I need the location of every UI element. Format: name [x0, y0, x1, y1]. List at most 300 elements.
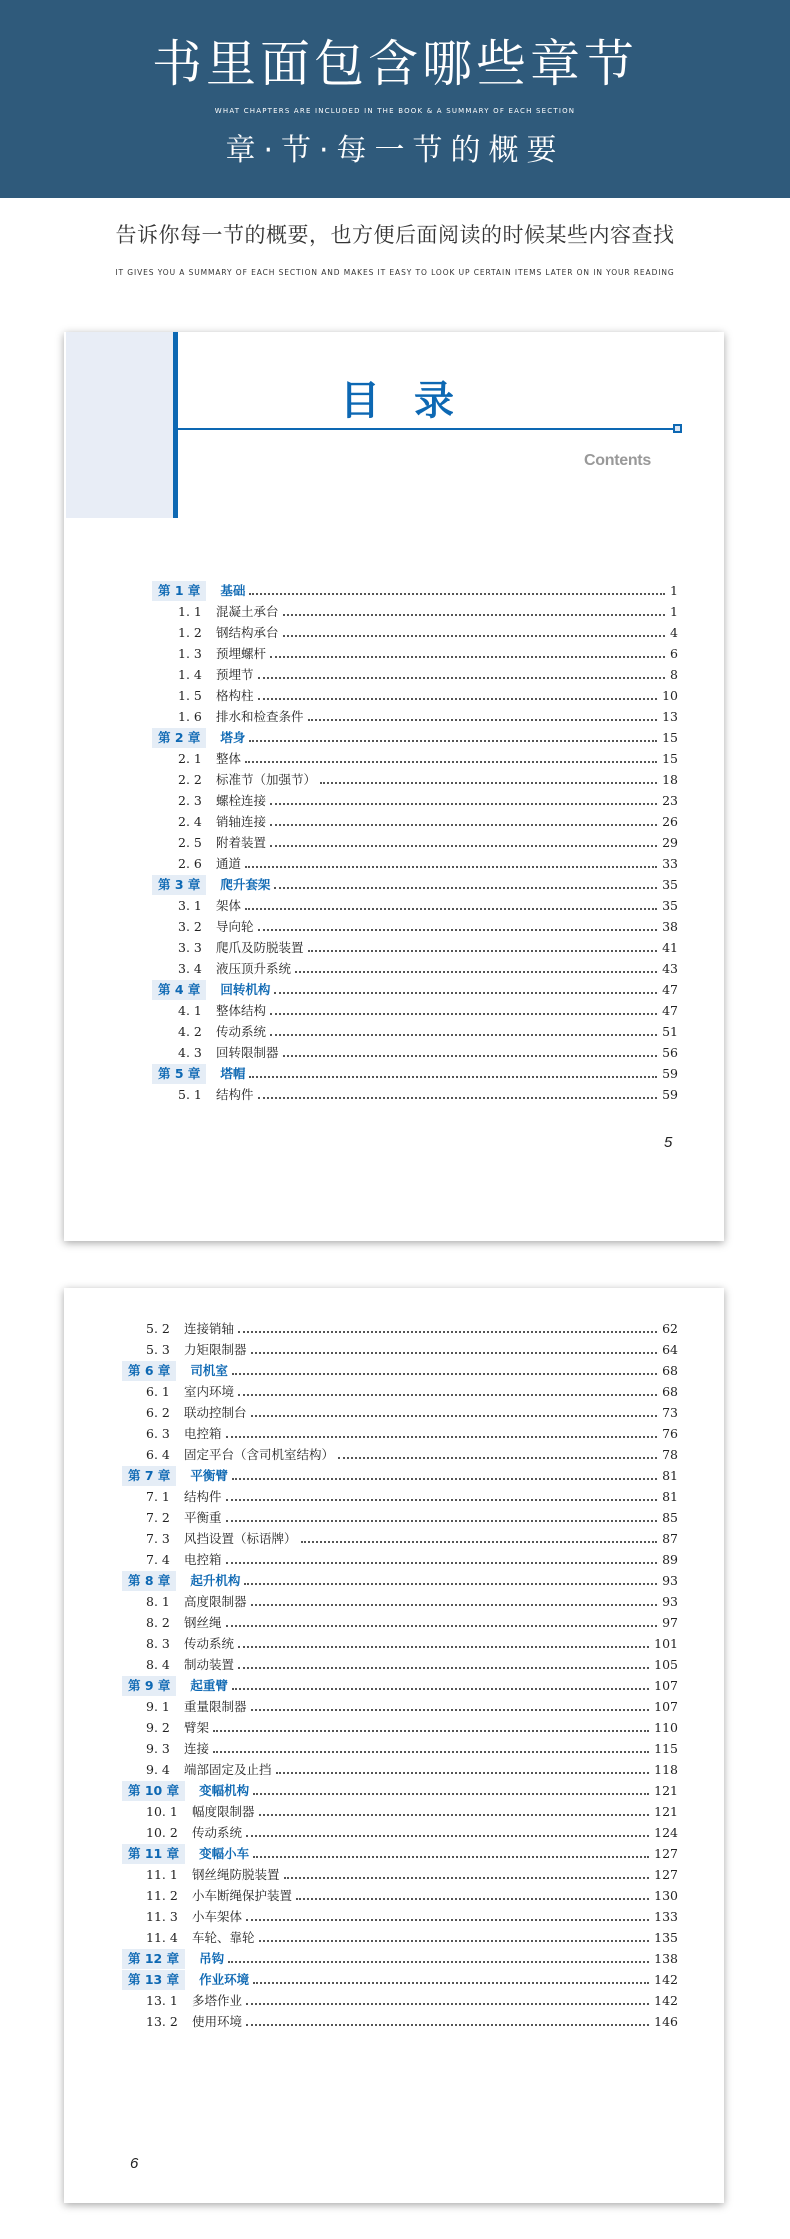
section-title: 销轴连接 — [216, 814, 267, 829]
section-number: 5. 2 — [146, 1321, 170, 1336]
section-title: 传动系统 — [192, 1825, 243, 1840]
entry-page-number: 10 — [659, 685, 678, 706]
entry-page-number: 1 — [667, 580, 678, 601]
dot-leader — [238, 1627, 649, 1648]
section-number: 9. 3 — [146, 1741, 170, 1756]
section-title: 混凝土承台 — [216, 604, 279, 619]
section-title: 结构件 — [216, 1087, 254, 1102]
entry-label — [146, 1444, 336, 1465]
chapter-number: 第 6 章 — [122, 1361, 176, 1381]
section-number: 4. 3 — [178, 1045, 202, 1060]
entry-label — [146, 1318, 236, 1339]
entry-label — [122, 1360, 230, 1381]
toc-list — [152, 580, 678, 1105]
entry-page-number: 110 — [651, 1717, 678, 1738]
entry-label — [178, 958, 293, 979]
entry-label — [146, 1801, 257, 1822]
chapter-number: 第 8 章 — [122, 1571, 176, 1591]
section-title: 液压顶升系统 — [216, 961, 292, 976]
dot-leader — [338, 1438, 657, 1459]
entry-page-number: 78 — [659, 1444, 678, 1465]
section-title: 架体 — [216, 898, 242, 913]
entry-label — [178, 1000, 268, 1021]
section-title: 预埋螺杆 — [216, 646, 267, 661]
dot-leader — [246, 1816, 649, 1837]
entry-page-number: 51 — [659, 1021, 678, 1042]
section-number: 6. 3 — [146, 1426, 170, 1441]
entry-label — [178, 706, 306, 727]
section-title: 端部固定及止挡 — [184, 1762, 272, 1777]
dot-leader — [270, 784, 657, 805]
entry-page-number: 1 — [667, 601, 678, 622]
section-number: 2. 5 — [178, 835, 202, 850]
entry-label — [152, 1063, 247, 1084]
section-title: 小车架体 — [192, 1909, 243, 1924]
section-title: 电控箱 — [184, 1552, 222, 1567]
dot-leader — [283, 616, 666, 637]
section-number: 7. 1 — [146, 1489, 170, 1504]
chapter-number: 第 7 章 — [122, 1466, 176, 1486]
chapter-number: 第 12 章 — [122, 1949, 185, 1969]
entry-page-number: 68 — [659, 1381, 678, 1402]
toc-page-1 — [64, 332, 724, 1241]
header-banner — [0, 0, 790, 198]
entry-page-number: 59 — [659, 1084, 678, 1105]
chapter-number: 第 2 章 — [152, 728, 206, 748]
entry-page-number: 138 — [651, 1948, 678, 1969]
entry-page-number: 93 — [659, 1570, 678, 1591]
entry-page-number: 89 — [659, 1549, 678, 1570]
entry-label — [122, 1465, 230, 1486]
dot-leader — [296, 1879, 649, 1900]
section-title: 钢丝绳防脱装置 — [192, 1867, 280, 1882]
chapter-title: 变幅小车 — [199, 1846, 250, 1861]
section-title: 整体结构 — [216, 1003, 267, 1018]
dot-leader — [274, 868, 657, 889]
entry-label — [152, 874, 272, 895]
entry-page-number: 105 — [651, 1654, 678, 1675]
dot-leader — [253, 1963, 649, 1984]
section-title: 力矩限制器 — [184, 1342, 247, 1357]
dot-leader — [213, 1711, 649, 1732]
dot-leader — [301, 1522, 658, 1543]
entry-label — [146, 1990, 244, 2011]
section-number: 2. 4 — [178, 814, 202, 829]
section-number: 1. 4 — [178, 667, 202, 682]
dot-leader — [251, 1333, 658, 1354]
entry-label — [152, 580, 247, 601]
dot-leader — [308, 931, 658, 952]
intro-text-en: IT GIVES YOU A SUMMARY OF EACH SECTION AND MAKES IT EASY TO LOOK UP CERTAIN ITEMS LATER ON IN YOUR READING — [115, 268, 675, 277]
entry-label — [178, 853, 243, 874]
dot-leader — [246, 2005, 649, 2026]
entry-label — [146, 1738, 211, 1759]
entry-label — [146, 1381, 236, 1402]
section-number: 9. 2 — [146, 1720, 170, 1735]
entry-page-number: 121 — [651, 1780, 678, 1801]
section-title: 爬爪及防脱装置 — [216, 940, 304, 955]
section-title: 连接销轴 — [184, 1321, 235, 1336]
entry-label — [146, 1633, 236, 1654]
dot-leader — [238, 1312, 657, 1333]
section-number: 2. 2 — [178, 772, 202, 787]
dot-leader — [295, 952, 657, 973]
section-number: 10. 2 — [146, 1825, 178, 1840]
entry-page-number: 73 — [659, 1402, 678, 1423]
entry-page-number: 43 — [659, 958, 678, 979]
entry-page-number: 15 — [659, 727, 678, 748]
dot-leader — [270, 994, 657, 1015]
entry-page-number: 101 — [651, 1633, 678, 1654]
section-title: 标准节（加强节） — [216, 772, 317, 787]
entry-page-number: 35 — [659, 895, 678, 916]
entry-label — [122, 1780, 251, 1801]
dot-leader — [238, 1375, 657, 1396]
intro-text-cn: 告诉你每一节的概要，也方便后面阅读的时候某些内容查找 — [115, 223, 675, 247]
entry-label — [178, 769, 318, 790]
section-title: 风挡设置（标语牌） — [184, 1531, 297, 1546]
section-number: 10. 1 — [146, 1804, 178, 1819]
entry-page-number: 26 — [659, 811, 678, 832]
section-title: 多塔作业 — [192, 1993, 243, 2008]
chapter-title: 吊钩 — [199, 1951, 225, 1966]
entry-label — [146, 2011, 244, 2032]
section-number: 8. 1 — [146, 1594, 170, 1609]
chapter-title: 作业环境 — [199, 1972, 250, 1987]
entry-label — [146, 1885, 294, 1906]
entry-label — [146, 1696, 249, 1717]
entry-label — [122, 1570, 242, 1591]
entry-page-number: 107 — [651, 1675, 678, 1696]
entry-label — [146, 1402, 249, 1423]
entry-label — [146, 1339, 249, 1360]
entry-page-number: 59 — [659, 1063, 678, 1084]
entry-page-number: 81 — [659, 1486, 678, 1507]
entry-label — [122, 1843, 251, 1864]
dot-leader — [258, 658, 666, 679]
entry-page-number: 121 — [651, 1801, 678, 1822]
section-title: 格构柱 — [216, 688, 254, 703]
chapter-number: 第 3 章 — [152, 875, 206, 895]
entry-page-number: 115 — [651, 1738, 678, 1759]
entry-label — [178, 811, 268, 832]
dot-leader — [249, 574, 665, 595]
chapter-number: 第 1 章 — [152, 581, 206, 601]
section-number: 8. 4 — [146, 1657, 170, 1672]
entry-label — [146, 1759, 274, 1780]
dot-leader — [232, 1669, 649, 1690]
dot-leader — [276, 1753, 650, 1774]
entry-page-number: 133 — [651, 1906, 678, 1927]
entry-label — [178, 601, 281, 622]
entry-label — [178, 622, 281, 643]
section-title: 车轮、靠轮 — [192, 1930, 255, 1945]
entry-label — [122, 1969, 251, 1990]
entry-label — [178, 895, 243, 916]
entry-label — [178, 685, 256, 706]
entry-label — [178, 916, 256, 937]
section-number: 6. 1 — [146, 1384, 170, 1399]
dot-leader — [308, 700, 658, 721]
section-number: 3. 4 — [178, 961, 202, 976]
dot-leader — [258, 1078, 658, 1099]
chapter-number: 第 4 章 — [152, 980, 206, 1000]
section-number: 3. 2 — [178, 919, 202, 934]
entry-page-number: 127 — [651, 1843, 678, 1864]
dot-leader — [270, 805, 657, 826]
entry-page-number: 47 — [659, 1000, 678, 1021]
dot-leader — [226, 1501, 658, 1522]
entry-page-number: 127 — [651, 1864, 678, 1885]
banner-title: 书里面包含哪些章节 — [152, 35, 638, 93]
section-title: 钢结构承台 — [216, 625, 279, 640]
section-title: 幅度限制器 — [192, 1804, 255, 1819]
entry-label — [178, 643, 268, 664]
entry-page-number: 62 — [659, 1318, 678, 1339]
toc-page-2 — [64, 1288, 724, 2203]
dot-leader — [232, 1354, 657, 1375]
entry-label — [146, 1927, 257, 1948]
entry-page-number: 18 — [659, 769, 678, 790]
toc-contents-label: Contents — [584, 452, 651, 469]
chapter-title: 塔身 — [220, 730, 246, 745]
entry-page-number: 81 — [659, 1465, 678, 1486]
entry-page-number: 118 — [651, 1759, 678, 1780]
section-number: 9. 4 — [146, 1762, 170, 1777]
chapter-title: 起重臂 — [190, 1678, 228, 1693]
entry-page-number: 68 — [659, 1360, 678, 1381]
entry-page-number: 33 — [659, 853, 678, 874]
entry-page-number: 124 — [651, 1822, 678, 1843]
section-number: 1. 5 — [178, 688, 202, 703]
section-number: 1. 2 — [178, 625, 202, 640]
section-number: 11. 3 — [146, 1909, 178, 1924]
entry-page-number: 13 — [659, 706, 678, 727]
section-title: 通道 — [216, 856, 242, 871]
toc-section-entry[interactable] — [122, 2011, 678, 2032]
entry-label — [178, 790, 268, 811]
section-title: 结构件 — [184, 1489, 222, 1504]
dot-leader — [246, 1984, 649, 2005]
section-number: 4. 2 — [178, 1024, 202, 1039]
section-number: 6. 4 — [146, 1447, 170, 1462]
entry-page-number: 38 — [659, 916, 678, 937]
entry-page-number: 142 — [651, 1990, 678, 2011]
section-number: 5. 3 — [146, 1342, 170, 1357]
entry-label — [178, 1084, 256, 1105]
page-number: 5 — [664, 1134, 673, 1151]
entry-label — [146, 1612, 224, 1633]
entry-page-number: 107 — [651, 1696, 678, 1717]
entry-label — [146, 1654, 236, 1675]
entry-label — [146, 1864, 282, 1885]
entry-label — [122, 1948, 226, 1969]
section-number: 1. 3 — [178, 646, 202, 661]
dot-leader — [270, 826, 657, 847]
section-title: 高度限制器 — [184, 1594, 247, 1609]
section-number: 13. 2 — [146, 2014, 178, 2029]
section-title: 整体 — [216, 751, 242, 766]
section-number: 1. 6 — [178, 709, 202, 724]
section-number: 3. 3 — [178, 940, 202, 955]
section-number: 13. 1 — [146, 1993, 178, 2008]
chapter-title: 爬升套架 — [220, 877, 271, 892]
entry-label — [146, 1507, 224, 1528]
entry-page-number: 64 — [659, 1339, 678, 1360]
entry-page-number: 41 — [659, 937, 678, 958]
banner-subtitle-cn: 章·节·每一节的概要 — [225, 133, 565, 168]
entry-label — [146, 1591, 249, 1612]
entry-page-number: 29 — [659, 832, 678, 853]
entry-label — [178, 832, 268, 853]
chapter-number: 第 9 章 — [122, 1676, 176, 1696]
entry-label — [146, 1906, 244, 1927]
page-number: 6 — [130, 2155, 139, 2172]
entry-label — [178, 1021, 268, 1042]
section-number: 11. 1 — [146, 1867, 178, 1882]
section-title: 排水和检查条件 — [216, 709, 304, 724]
entry-label — [146, 1822, 244, 1843]
entry-page-number: 4 — [667, 622, 678, 643]
dot-leader — [251, 1690, 650, 1711]
entry-page-number: 135 — [651, 1927, 678, 1948]
dot-leader — [245, 742, 657, 763]
dot-leader — [284, 1858, 650, 1879]
dot-leader — [253, 1774, 649, 1795]
dot-leader — [249, 721, 657, 742]
entry-label — [146, 1423, 224, 1444]
section-number: 3. 1 — [178, 898, 202, 913]
entry-page-number: 47 — [659, 979, 678, 1000]
dot-leader — [253, 1837, 649, 1858]
section-title: 联动控制台 — [184, 1405, 247, 1420]
dot-leader — [258, 679, 658, 700]
section-number: 11. 4 — [146, 1930, 178, 1945]
chapter-title: 回转机构 — [220, 982, 271, 997]
dot-leader — [226, 1480, 658, 1501]
dot-leader — [251, 1585, 658, 1606]
toc-title: 目录 — [340, 378, 488, 424]
section-title: 回转限制器 — [216, 1045, 279, 1060]
entry-page-number: 76 — [659, 1423, 678, 1444]
section-title: 预埋节 — [216, 667, 254, 682]
section-title: 固定平台（含司机室结构） — [184, 1447, 335, 1462]
dot-leader — [258, 910, 658, 931]
section-title: 平衡重 — [184, 1510, 222, 1525]
entry-page-number: 146 — [651, 2011, 678, 2032]
section-title: 传动系统 — [184, 1636, 235, 1651]
section-title: 制动装置 — [184, 1657, 235, 1672]
entry-page-number: 23 — [659, 790, 678, 811]
entry-page-number: 35 — [659, 874, 678, 895]
entry-label — [122, 1675, 230, 1696]
section-number: 7. 3 — [146, 1531, 170, 1546]
chapter-title: 平衡臂 — [190, 1468, 228, 1483]
section-number: 9. 1 — [146, 1699, 170, 1714]
chapter-number: 第 10 章 — [122, 1781, 185, 1801]
dot-leader — [274, 973, 657, 994]
dot-leader — [320, 763, 657, 784]
entry-page-number: 97 — [659, 1612, 678, 1633]
chapter-number: 第 5 章 — [152, 1064, 206, 1084]
toc-list — [122, 1318, 678, 2032]
chapter-number: 第 11 章 — [122, 1844, 185, 1864]
dot-leader — [226, 1606, 658, 1627]
section-number: 5. 1 — [178, 1087, 202, 1102]
dot-leader — [245, 889, 657, 910]
dot-leader — [259, 1921, 650, 1942]
entry-page-number: 56 — [659, 1042, 678, 1063]
entry-label — [178, 748, 243, 769]
entry-page-number: 15 — [659, 748, 678, 769]
section-number: 7. 4 — [146, 1552, 170, 1567]
entry-label — [178, 1042, 281, 1063]
dot-leader — [238, 1648, 649, 1669]
entry-label — [178, 664, 256, 685]
section-number: 8. 3 — [146, 1636, 170, 1651]
section-title: 臂架 — [184, 1720, 210, 1735]
section-number: 2. 3 — [178, 793, 202, 808]
chapter-title: 变幅机构 — [199, 1783, 250, 1798]
entry-page-number: 85 — [659, 1507, 678, 1528]
section-number: 2. 1 — [178, 751, 202, 766]
entry-page-number: 130 — [651, 1885, 678, 1906]
banner-subtitle-en: WHAT CHAPTERS ARE INCLUDED IN THE BOOK & A SUMMARY OF EACH SECTION — [214, 107, 576, 115]
dot-leader — [270, 1015, 657, 1036]
dot-leader — [244, 1564, 657, 1585]
dot-leader — [228, 1942, 649, 1963]
dot-leader — [283, 1036, 658, 1057]
dot-leader — [245, 847, 657, 868]
dot-leader — [270, 637, 665, 658]
section-number: 4. 1 — [178, 1003, 202, 1018]
section-title: 传动系统 — [216, 1024, 267, 1039]
chapter-title: 基础 — [220, 583, 246, 598]
section-title: 导向轮 — [216, 919, 254, 934]
section-number: 6. 2 — [146, 1405, 170, 1420]
section-number: 11. 2 — [146, 1888, 178, 1903]
entry-page-number: 8 — [667, 664, 678, 685]
entry-page-number: 93 — [659, 1591, 678, 1612]
entry-label — [146, 1549, 224, 1570]
section-title: 小车断绳保护装置 — [192, 1888, 293, 1903]
decorative-horizontal-rule — [178, 428, 675, 430]
chapter-title: 起升机构 — [190, 1573, 241, 1588]
entry-page-number: 142 — [651, 1969, 678, 1990]
section-title: 电控箱 — [184, 1426, 222, 1441]
dot-leader — [283, 595, 666, 616]
entry-label — [152, 727, 247, 748]
chapter-number: 第 13 章 — [122, 1970, 185, 1990]
dot-leader — [226, 1417, 658, 1438]
entry-label — [146, 1528, 299, 1549]
chapter-title: 塔帽 — [220, 1066, 246, 1081]
section-title: 附着装置 — [216, 835, 267, 850]
section-title: 重量限制器 — [184, 1699, 247, 1714]
section-number: 7. 2 — [146, 1510, 170, 1525]
entry-page-number: 87 — [659, 1528, 678, 1549]
section-number: 2. 6 — [178, 856, 202, 871]
section-number: 8. 2 — [146, 1615, 170, 1630]
section-number: 1. 1 — [178, 604, 202, 619]
entry-label — [178, 937, 306, 958]
toc-section-entry[interactable] — [152, 1084, 678, 1105]
dot-leader — [249, 1057, 657, 1078]
section-title: 室内环境 — [184, 1384, 235, 1399]
dot-leader — [259, 1795, 650, 1816]
section-title: 螺栓连接 — [216, 793, 267, 808]
section-title: 钢丝绳 — [184, 1615, 222, 1630]
